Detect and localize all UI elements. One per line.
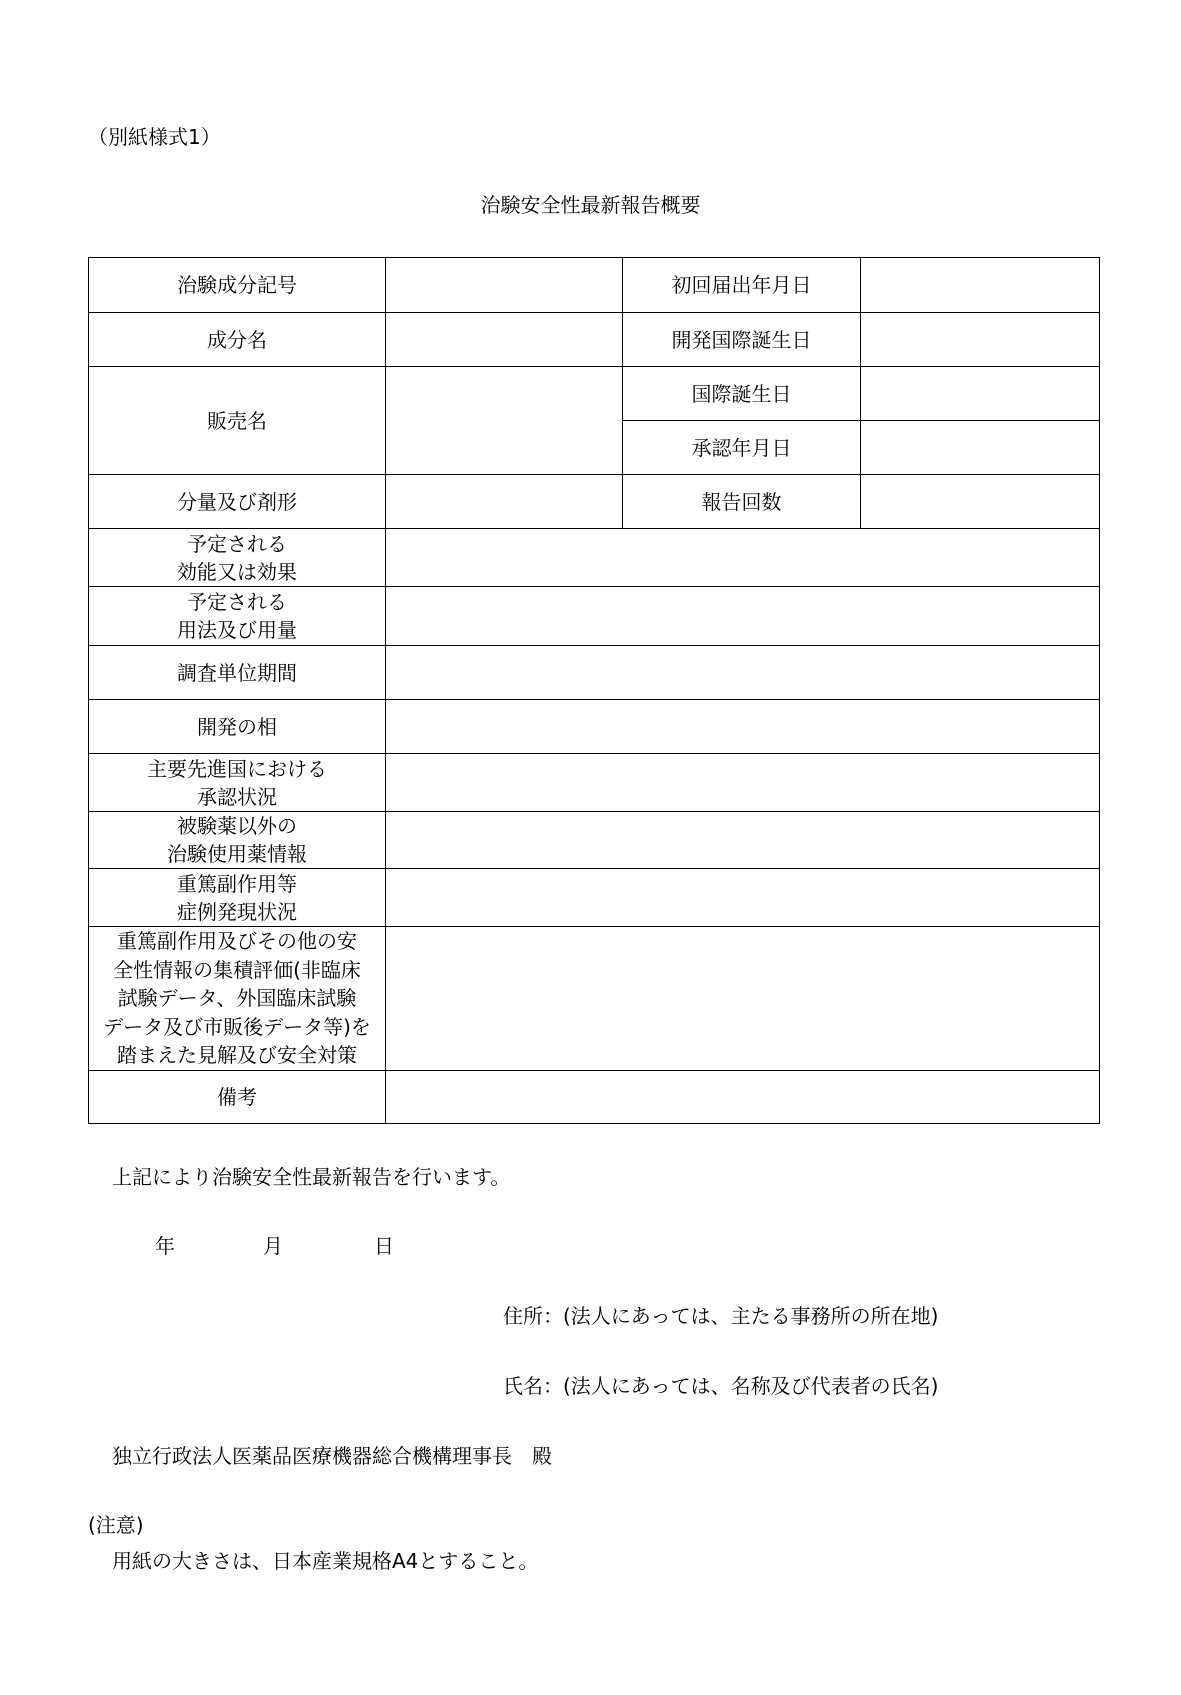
compound-code-field[interactable] <box>386 258 623 313</box>
development-international-birth-date-field[interactable] <box>861 313 1100 367</box>
note-text: 用紙の大きさは、日本産業規格A4とすること。 <box>112 1549 539 1573</box>
notes-heading: (注意) <box>88 1513 144 1537</box>
label-compound-name: 成分名 <box>89 313 386 367</box>
label-serious-adverse-cases <box>89 869 386 927</box>
name-label: 氏名：(法人にあっては、名称及び代表者の氏名) <box>503 1374 939 1398</box>
remarks-field[interactable] <box>386 1071 1100 1124</box>
label-indications <box>89 529 386 587</box>
label-approval-date: 承認年月日 <box>623 421 861 475</box>
label-line: 用法及び用量 <box>177 618 297 642</box>
form-label: （別紙様式1） <box>88 125 221 149</box>
dosage-form-field[interactable] <box>386 475 623 529</box>
address-label: 住所：(法人にあっては、主たる事務所の所在地) <box>503 1304 939 1328</box>
international-birth-date-field[interactable] <box>861 367 1100 421</box>
label-line: 症例発現状況 <box>177 899 297 924</box>
label-line: 治験使用薬情報 <box>167 842 307 866</box>
approval-status-field[interactable] <box>386 754 1100 812</box>
date-month-label: 月 <box>263 1234 283 1258</box>
label-remarks: 備考 <box>89 1071 386 1124</box>
label-dosage-form: 分量及び剤形 <box>89 475 386 529</box>
statement-text: 上記により治験安全性最新報告を行います。 <box>112 1165 511 1189</box>
label-first-notification-date: 初回届出年月日 <box>623 258 861 313</box>
development-phase-field[interactable] <box>386 700 1100 754</box>
label-line: 重篤副作用及びその他の安 <box>117 929 357 954</box>
label-line: 予定される <box>187 590 287 614</box>
label-development-phase: 開発の相 <box>89 700 386 754</box>
label-report-count: 報告回数 <box>623 475 861 529</box>
dosage-administration-field[interactable] <box>386 587 1100 646</box>
label-other-trial-drugs <box>89 812 386 869</box>
label-line: 重篤副作用等 <box>177 871 297 896</box>
label-line: 承認状況 <box>197 784 277 809</box>
serious-adverse-cases-field[interactable] <box>386 869 1100 927</box>
survey-period-field[interactable] <box>386 646 1100 700</box>
label-cumulative-evaluation <box>89 927 386 1071</box>
label-international-birth-date: 国際誕生日 <box>623 367 861 421</box>
label-survey-period: 調査単位期間 <box>89 646 386 700</box>
compound-name-field[interactable] <box>386 313 623 367</box>
report-summary-table <box>88 257 1100 1124</box>
label-line: 試験データ、外国臨床試験 <box>117 986 357 1011</box>
indications-field[interactable] <box>386 529 1100 587</box>
cumulative-evaluation-field[interactable] <box>386 927 1100 1071</box>
label-approval-status <box>89 754 386 812</box>
label-line: 主要先進国における <box>147 756 327 781</box>
date-day-label: 日 <box>374 1234 394 1258</box>
date-year-label: 年 <box>155 1234 175 1258</box>
other-trial-drugs-field[interactable] <box>386 812 1100 869</box>
label-line: 被験薬以外の <box>177 814 297 838</box>
label-development-international-birth-date: 開発国際誕生日 <box>623 313 861 367</box>
report-count-field[interactable] <box>861 475 1100 529</box>
label-dosage-administration <box>89 587 386 646</box>
label-line: データ及び市販後データ等)を <box>103 1014 371 1039</box>
addressee: 独立行政法人医薬品医療機器総合機構理事長 殿 <box>112 1444 552 1468</box>
label-line: 予定される <box>187 531 287 556</box>
label-line: 全性情報の集積評価(非臨床 <box>113 957 361 982</box>
page-title: 治験安全性最新報告概要 <box>480 193 701 217</box>
label-brand-name: 販売名 <box>89 367 386 475</box>
label-line: 効能又は効果 <box>177 559 297 584</box>
label-compound-code: 治験成分記号 <box>89 258 386 313</box>
label-line: 踏まえた見解及び安全対策 <box>117 1043 357 1068</box>
brand-name-field[interactable] <box>386 367 623 475</box>
approval-date-field[interactable] <box>861 421 1100 475</box>
first-notification-date-field[interactable] <box>861 258 1100 313</box>
